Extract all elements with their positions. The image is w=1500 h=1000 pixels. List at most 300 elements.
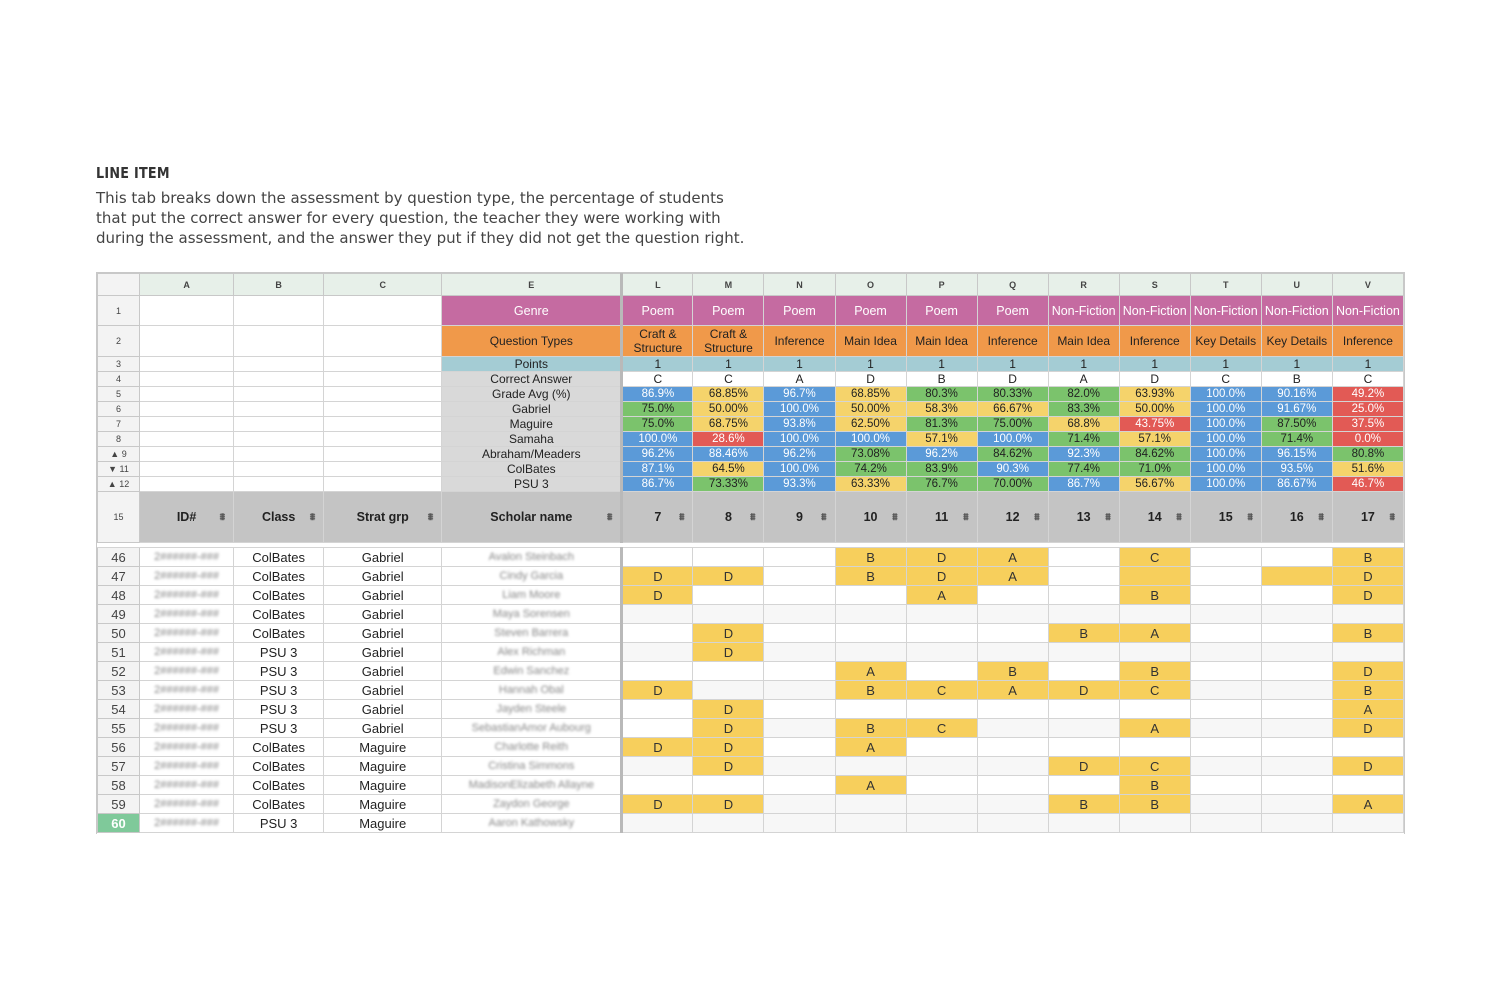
answer-cell[interactable] <box>1048 662 1119 681</box>
student-id[interactable]: 2######-### <box>140 548 234 567</box>
answer-cell[interactable] <box>764 586 835 605</box>
student-class[interactable]: PSU 3 <box>234 643 324 662</box>
answer-cell[interactable] <box>977 605 1048 624</box>
row-header[interactable]: 53 <box>98 681 140 700</box>
stat-row-cell[interactable]: 70.00% <box>977 477 1048 492</box>
question-type-cell[interactable]: Main Idea <box>835 326 906 357</box>
stat-row-cell[interactable]: 57.1% <box>1119 432 1190 447</box>
stat-row-cell[interactable]: 50.00% <box>835 402 906 417</box>
correct-answer-row-cell[interactable]: C <box>1332 372 1403 387</box>
empty-cell[interactable] <box>140 432 234 447</box>
question-type-cell[interactable]: Craft & Structure <box>622 326 693 357</box>
select-all-corner[interactable] <box>98 274 140 296</box>
correct-answer-row-cell[interactable]: A <box>1048 372 1119 387</box>
student-class[interactable]: PSU 3 <box>234 719 324 738</box>
student-strat[interactable]: Gabriel <box>324 605 442 624</box>
student-id[interactable]: 2######-### <box>140 605 234 624</box>
student-class[interactable]: ColBates <box>234 567 324 586</box>
filter-icon[interactable]: ⩩ <box>821 512 827 523</box>
answer-cell[interactable] <box>977 738 1048 757</box>
stat-row-cell[interactable]: 50.00% <box>693 402 764 417</box>
filter-icon[interactable]: ⩩ <box>1176 512 1182 523</box>
row-header[interactable]: 57 <box>98 757 140 776</box>
genre-row-cell[interactable]: Poem <box>764 296 835 326</box>
filter-icon[interactable]: ⩩ <box>963 512 969 523</box>
row-header[interactable]: 6 <box>98 402 140 417</box>
answer-cell[interactable] <box>622 624 693 643</box>
points-row-label[interactable]: Points <box>442 357 622 372</box>
correct-answer-row-cell[interactable]: C <box>622 372 693 387</box>
row-header[interactable]: 59 <box>98 795 140 814</box>
answer-cell[interactable] <box>977 719 1048 738</box>
stat-row-cell[interactable]: 82.0% <box>1048 387 1119 402</box>
student-id[interactable]: 2######-### <box>140 643 234 662</box>
stat-row-cell[interactable]: 93.8% <box>764 417 835 432</box>
answer-cell[interactable]: B <box>1332 681 1403 700</box>
stat-row-label[interactable]: Gabriel <box>442 402 622 417</box>
student-name[interactable]: Cristina Simmons <box>442 757 622 776</box>
filter-icon[interactable]: ⩩ <box>607 512 613 523</box>
answer-cell[interactable]: A <box>1332 700 1403 719</box>
answer-cell[interactable] <box>977 624 1048 643</box>
answer-cell[interactable]: A <box>977 681 1048 700</box>
empty-cell[interactable] <box>140 296 234 326</box>
filter-icon[interactable]: ⩩ <box>1105 512 1111 523</box>
answer-cell[interactable] <box>1048 776 1119 795</box>
answer-cell[interactable] <box>764 795 835 814</box>
answer-cell[interactable]: D <box>622 738 693 757</box>
column-header-l[interactable]: L <box>622 274 693 296</box>
student-name[interactable]: Aaron Kathowsky <box>442 814 622 833</box>
answer-cell[interactable]: D <box>693 624 764 643</box>
answer-cell[interactable]: B <box>1048 624 1119 643</box>
student-class[interactable]: ColBates <box>234 738 324 757</box>
answer-cell[interactable] <box>693 662 764 681</box>
stat-row-cell[interactable]: 100.0% <box>764 462 835 477</box>
answer-cell[interactable] <box>906 643 977 662</box>
stat-row-cell[interactable]: 51.6% <box>1332 462 1403 477</box>
header-question[interactable] <box>977 492 1048 543</box>
student-id[interactable]: 2######-### <box>140 738 234 757</box>
header-question[interactable] <box>764 492 835 543</box>
points-row-cell[interactable]: 1 <box>1190 357 1261 372</box>
empty-cell[interactable] <box>324 447 442 462</box>
empty-cell[interactable] <box>234 402 324 417</box>
student-id[interactable]: 2######-### <box>140 795 234 814</box>
answer-cell[interactable] <box>977 776 1048 795</box>
answer-cell[interactable] <box>906 662 977 681</box>
answer-cell[interactable] <box>1261 567 1332 586</box>
answer-cell[interactable]: C <box>1119 757 1190 776</box>
row-header[interactable]: 1 <box>98 296 140 326</box>
answer-cell[interactable] <box>693 586 764 605</box>
answer-cell[interactable]: D <box>622 586 693 605</box>
column-header-u[interactable]: U <box>1261 274 1332 296</box>
empty-cell[interactable] <box>324 326 442 357</box>
answer-cell[interactable] <box>835 586 906 605</box>
correct-answer-row-cell[interactable]: B <box>1261 372 1332 387</box>
stat-row-label[interactable]: Maguire <box>442 417 622 432</box>
empty-cell[interactable] <box>140 462 234 477</box>
answer-cell[interactable] <box>693 814 764 833</box>
student-name[interactable]: Hannah Obal <box>442 681 622 700</box>
student-class[interactable]: PSU 3 <box>234 700 324 719</box>
student-strat[interactable]: Maguire <box>324 814 442 833</box>
student-name[interactable]: Charlotte Reith <box>442 738 622 757</box>
answer-cell[interactable] <box>906 605 977 624</box>
answer-cell[interactable]: D <box>622 567 693 586</box>
student-name[interactable]: Edwin Sanchez <box>442 662 622 681</box>
answer-cell[interactable] <box>764 643 835 662</box>
student-strat[interactable]: Maguire <box>324 738 442 757</box>
column-header-a[interactable]: A <box>140 274 234 296</box>
genre-row-cell[interactable]: Non-Fiction <box>1332 296 1403 326</box>
empty-cell[interactable] <box>140 387 234 402</box>
answer-cell[interactable]: A <box>1119 624 1190 643</box>
row-header[interactable]: ▲ 9 <box>98 447 140 462</box>
genre-row-cell[interactable]: Non-Fiction <box>1048 296 1119 326</box>
row-header[interactable]: 51 <box>98 643 140 662</box>
stat-row-cell[interactable]: 100.0% <box>1190 462 1261 477</box>
student-name[interactable]: Steven Barrera <box>442 624 622 643</box>
stat-row-cell[interactable]: 93.3% <box>764 477 835 492</box>
stat-row-cell[interactable]: 100.0% <box>622 432 693 447</box>
column-header-t[interactable]: T <box>1190 274 1261 296</box>
stat-row-cell[interactable]: 83.9% <box>906 462 977 477</box>
answer-cell[interactable] <box>1261 681 1332 700</box>
answer-cell[interactable] <box>1261 662 1332 681</box>
stat-row-cell[interactable]: 71.4% <box>1261 432 1332 447</box>
answer-cell[interactable]: C <box>1119 548 1190 567</box>
row-header[interactable]: 15 <box>98 492 140 543</box>
answer-cell[interactable]: C <box>906 681 977 700</box>
column-header-m[interactable]: M <box>693 274 764 296</box>
answer-cell[interactable] <box>906 700 977 719</box>
stat-row-cell[interactable]: 87.1% <box>622 462 693 477</box>
stat-row-cell[interactable]: 49.2% <box>1332 387 1403 402</box>
correct-answer-row-label[interactable]: Correct Answer <box>442 372 622 387</box>
student-class[interactable]: PSU 3 <box>234 662 324 681</box>
points-row-cell[interactable]: 1 <box>1332 357 1403 372</box>
answer-cell[interactable] <box>622 700 693 719</box>
answer-cell[interactable] <box>1332 738 1403 757</box>
student-strat[interactable]: Gabriel <box>324 567 442 586</box>
answer-cell[interactable] <box>1048 605 1119 624</box>
answer-cell[interactable] <box>1119 643 1190 662</box>
header-question[interactable] <box>1048 492 1119 543</box>
header-question[interactable] <box>1332 492 1403 543</box>
stat-row-cell[interactable]: 73.08% <box>835 447 906 462</box>
answer-cell[interactable] <box>1261 795 1332 814</box>
student-name[interactable]: Maya Sorensen <box>442 605 622 624</box>
answer-cell[interactable]: D <box>622 681 693 700</box>
student-strat[interactable]: Gabriel <box>324 624 442 643</box>
student-strat[interactable]: Gabriel <box>324 643 442 662</box>
answer-cell[interactable]: B <box>835 567 906 586</box>
answer-cell[interactable] <box>1048 719 1119 738</box>
student-name[interactable]: Cindy Garcia <box>442 567 622 586</box>
student-class[interactable]: ColBates <box>234 624 324 643</box>
answer-cell[interactable] <box>1261 700 1332 719</box>
stat-row-cell[interactable]: 58.3% <box>906 402 977 417</box>
empty-cell[interactable] <box>234 447 324 462</box>
answer-cell[interactable]: B <box>1048 795 1119 814</box>
answer-cell[interactable] <box>1119 567 1190 586</box>
student-strat[interactable]: Maguire <box>324 757 442 776</box>
student-name[interactable]: Alex Richman <box>442 643 622 662</box>
answer-cell[interactable] <box>1119 738 1190 757</box>
answer-cell[interactable]: D <box>693 643 764 662</box>
column-header-b[interactable]: B <box>234 274 324 296</box>
row-header[interactable]: 58 <box>98 776 140 795</box>
header-id[interactable] <box>140 492 234 543</box>
answer-cell[interactable]: A <box>977 548 1048 567</box>
empty-cell[interactable] <box>234 357 324 372</box>
genre-row-cell[interactable]: Poem <box>835 296 906 326</box>
row-header[interactable]: 48 <box>98 586 140 605</box>
stat-row-cell[interactable]: 90.16% <box>1261 387 1332 402</box>
filter-icon[interactable]: ⩩ <box>219 512 226 523</box>
stat-row-cell[interactable]: 96.2% <box>622 447 693 462</box>
answer-cell[interactable] <box>977 795 1048 814</box>
answer-cell[interactable] <box>835 605 906 624</box>
answer-cell[interactable] <box>906 624 977 643</box>
answer-cell[interactable]: B <box>977 662 1048 681</box>
answer-cell[interactable]: A <box>1332 795 1403 814</box>
answer-cell[interactable] <box>764 757 835 776</box>
answer-cell[interactable] <box>622 548 693 567</box>
stat-row-cell[interactable]: 100.0% <box>1190 432 1261 447</box>
correct-answer-row-cell[interactable]: D <box>835 372 906 387</box>
row-header[interactable]: 3 <box>98 357 140 372</box>
answer-cell[interactable] <box>1190 700 1261 719</box>
filter-icon[interactable]: ⩩ <box>1389 512 1395 523</box>
answer-cell[interactable]: B <box>835 548 906 567</box>
empty-cell[interactable] <box>324 462 442 477</box>
answer-cell[interactable] <box>1190 814 1261 833</box>
stat-row-cell[interactable]: 0.0% <box>1332 432 1403 447</box>
stat-row-cell[interactable]: 100.0% <box>1190 402 1261 417</box>
column-header-p[interactable]: P <box>906 274 977 296</box>
row-header[interactable]: 8 <box>98 432 140 447</box>
stat-row-cell[interactable]: 56.67% <box>1119 477 1190 492</box>
genre-row-cell[interactable]: Poem <box>906 296 977 326</box>
student-id[interactable]: 2######-### <box>140 681 234 700</box>
question-types-label[interactable]: Question Types <box>442 326 622 357</box>
answer-cell[interactable] <box>764 738 835 757</box>
empty-cell[interactable] <box>140 477 234 492</box>
column-header-e[interactable]: E <box>442 274 622 296</box>
row-header[interactable]: 52 <box>98 662 140 681</box>
stat-row-cell[interactable]: 68.85% <box>693 387 764 402</box>
row-header[interactable]: 49 <box>98 605 140 624</box>
answer-cell[interactable] <box>977 700 1048 719</box>
empty-cell[interactable] <box>234 432 324 447</box>
student-name[interactable]: Avalon Steinbach <box>442 548 622 567</box>
stat-row-cell[interactable]: 86.7% <box>1048 477 1119 492</box>
row-header[interactable]: ▲ 12 <box>98 477 140 492</box>
points-row-cell[interactable]: 1 <box>1261 357 1332 372</box>
answer-cell[interactable]: A <box>835 662 906 681</box>
answer-cell[interactable]: B <box>1119 662 1190 681</box>
answer-cell[interactable] <box>1190 738 1261 757</box>
stat-row-cell[interactable]: 87.50% <box>1261 417 1332 432</box>
answer-cell[interactable] <box>906 814 977 833</box>
row-header[interactable]: 60 <box>98 814 140 833</box>
stat-row-cell[interactable]: 64.5% <box>693 462 764 477</box>
points-row-cell[interactable]: 1 <box>1048 357 1119 372</box>
empty-cell[interactable] <box>140 326 234 357</box>
filter-icon[interactable]: ⩩ <box>1034 512 1040 523</box>
answer-cell[interactable] <box>693 681 764 700</box>
student-name[interactable]: Jayden Steele <box>442 700 622 719</box>
answer-cell[interactable] <box>1190 548 1261 567</box>
question-type-cell[interactable]: Main Idea <box>906 326 977 357</box>
answer-cell[interactable] <box>1261 548 1332 567</box>
answer-cell[interactable] <box>1261 586 1332 605</box>
answer-cell[interactable] <box>764 700 835 719</box>
answer-cell[interactable] <box>622 719 693 738</box>
stat-row-cell[interactable]: 100.0% <box>764 432 835 447</box>
answer-cell[interactable]: B <box>1332 548 1403 567</box>
answer-cell[interactable] <box>622 814 693 833</box>
answer-cell[interactable] <box>1261 757 1332 776</box>
row-header[interactable]: 54 <box>98 700 140 719</box>
genre-row-cell[interactable]: Poem <box>977 296 1048 326</box>
row-header[interactable]: 55 <box>98 719 140 738</box>
row-header[interactable]: 7 <box>98 417 140 432</box>
spreadsheet[interactable] <box>96 272 1405 834</box>
answer-cell[interactable] <box>1332 814 1403 833</box>
student-class[interactable]: ColBates <box>234 795 324 814</box>
answer-cell[interactable]: B <box>1119 586 1190 605</box>
row-header[interactable]: 50 <box>98 624 140 643</box>
empty-cell[interactable] <box>140 447 234 462</box>
empty-cell[interactable] <box>140 417 234 432</box>
answer-cell[interactable] <box>1190 776 1261 795</box>
answer-cell[interactable] <box>1048 567 1119 586</box>
header-question[interactable] <box>693 492 764 543</box>
student-id[interactable]: 2######-### <box>140 567 234 586</box>
question-type-cell[interactable]: Inference <box>1119 326 1190 357</box>
answer-cell[interactable]: D <box>693 757 764 776</box>
filter-icon[interactable]: ⩩ <box>1247 512 1253 523</box>
student-id[interactable]: 2######-### <box>140 662 234 681</box>
empty-cell[interactable] <box>234 462 324 477</box>
answer-cell[interactable] <box>764 681 835 700</box>
question-type-cell[interactable]: Inference <box>764 326 835 357</box>
empty-cell[interactable] <box>234 372 324 387</box>
correct-answer-row-cell[interactable]: B <box>906 372 977 387</box>
student-id[interactable]: 2######-### <box>140 776 234 795</box>
answer-cell[interactable] <box>1048 586 1119 605</box>
row-header[interactable]: ▼ 11 <box>98 462 140 477</box>
answer-cell[interactable] <box>1048 738 1119 757</box>
empty-cell[interactable] <box>324 417 442 432</box>
genre-row-label[interactable]: Genre <box>442 296 622 326</box>
column-header-q[interactable]: Q <box>977 274 1048 296</box>
answer-cell[interactable]: B <box>1119 776 1190 795</box>
student-strat[interactable]: Gabriel <box>324 719 442 738</box>
answer-cell[interactable] <box>1048 548 1119 567</box>
row-header[interactable]: 46 <box>98 548 140 567</box>
student-class[interactable]: ColBates <box>234 757 324 776</box>
answer-cell[interactable] <box>835 624 906 643</box>
row-header[interactable]: 5 <box>98 387 140 402</box>
filter-icon[interactable]: ⩩ <box>892 512 898 523</box>
student-id[interactable]: 2######-### <box>140 757 234 776</box>
stat-row-cell[interactable]: 71.4% <box>1048 432 1119 447</box>
stat-row-cell[interactable]: 80.33% <box>977 387 1048 402</box>
correct-answer-row-cell[interactable]: D <box>977 372 1048 387</box>
answer-cell[interactable]: D <box>693 795 764 814</box>
stat-row-cell[interactable]: 96.15% <box>1261 447 1332 462</box>
empty-cell[interactable] <box>140 372 234 387</box>
student-class[interactable]: ColBates <box>234 548 324 567</box>
answer-cell[interactable]: B <box>835 681 906 700</box>
answer-cell[interactable] <box>1332 643 1403 662</box>
student-name[interactable]: MadisonElizabeth Allayne <box>442 776 622 795</box>
stat-row-cell[interactable]: 93.5% <box>1261 462 1332 477</box>
empty-cell[interactable] <box>324 296 442 326</box>
answer-cell[interactable]: A <box>906 586 977 605</box>
column-header-s[interactable]: S <box>1119 274 1190 296</box>
answer-cell[interactable] <box>1190 681 1261 700</box>
answer-cell[interactable] <box>1261 605 1332 624</box>
stat-row-cell[interactable]: 37.5% <box>1332 417 1403 432</box>
student-id[interactable]: 2######-### <box>140 814 234 833</box>
answer-cell[interactable] <box>1119 814 1190 833</box>
empty-cell[interactable] <box>234 326 324 357</box>
answer-cell[interactable] <box>1119 605 1190 624</box>
stat-row-cell[interactable]: 100.0% <box>764 402 835 417</box>
stat-row-cell[interactable]: 100.0% <box>977 432 1048 447</box>
points-row-cell[interactable]: 1 <box>764 357 835 372</box>
header-class[interactable] <box>234 492 324 543</box>
stat-row-cell[interactable]: 100.0% <box>1190 417 1261 432</box>
student-id[interactable]: 2######-### <box>140 586 234 605</box>
header-strat[interactable] <box>324 492 442 543</box>
student-id[interactable]: 2######-### <box>140 719 234 738</box>
stat-row-cell[interactable]: 86.67% <box>1261 477 1332 492</box>
empty-cell[interactable] <box>324 432 442 447</box>
answer-cell[interactable] <box>835 757 906 776</box>
stat-row-cell[interactable]: 96.2% <box>906 447 977 462</box>
stat-row-cell[interactable]: 100.0% <box>1190 447 1261 462</box>
answer-cell[interactable]: D <box>906 567 977 586</box>
student-class[interactable]: PSU 3 <box>234 814 324 833</box>
empty-cell[interactable] <box>324 372 442 387</box>
answer-cell[interactable] <box>1048 643 1119 662</box>
stat-row-cell[interactable]: 74.2% <box>835 462 906 477</box>
correct-answer-row-cell[interactable]: C <box>693 372 764 387</box>
column-header-r[interactable]: R <box>1048 274 1119 296</box>
stat-row-cell[interactable]: 46.7% <box>1332 477 1403 492</box>
answer-cell[interactable] <box>693 548 764 567</box>
empty-cell[interactable] <box>140 357 234 372</box>
answer-cell[interactable] <box>622 605 693 624</box>
answer-cell[interactable] <box>906 738 977 757</box>
column-header-v[interactable]: V <box>1332 274 1403 296</box>
stat-row-cell[interactable]: 96.7% <box>764 387 835 402</box>
answer-cell[interactable] <box>764 662 835 681</box>
answer-cell[interactable] <box>764 548 835 567</box>
stat-row-cell[interactable]: 68.8% <box>1048 417 1119 432</box>
answer-cell[interactable] <box>1190 662 1261 681</box>
stat-row-cell[interactable]: 63.93% <box>1119 387 1190 402</box>
stat-row-cell[interactable]: 86.9% <box>622 387 693 402</box>
stat-row-cell[interactable]: 84.62% <box>977 447 1048 462</box>
